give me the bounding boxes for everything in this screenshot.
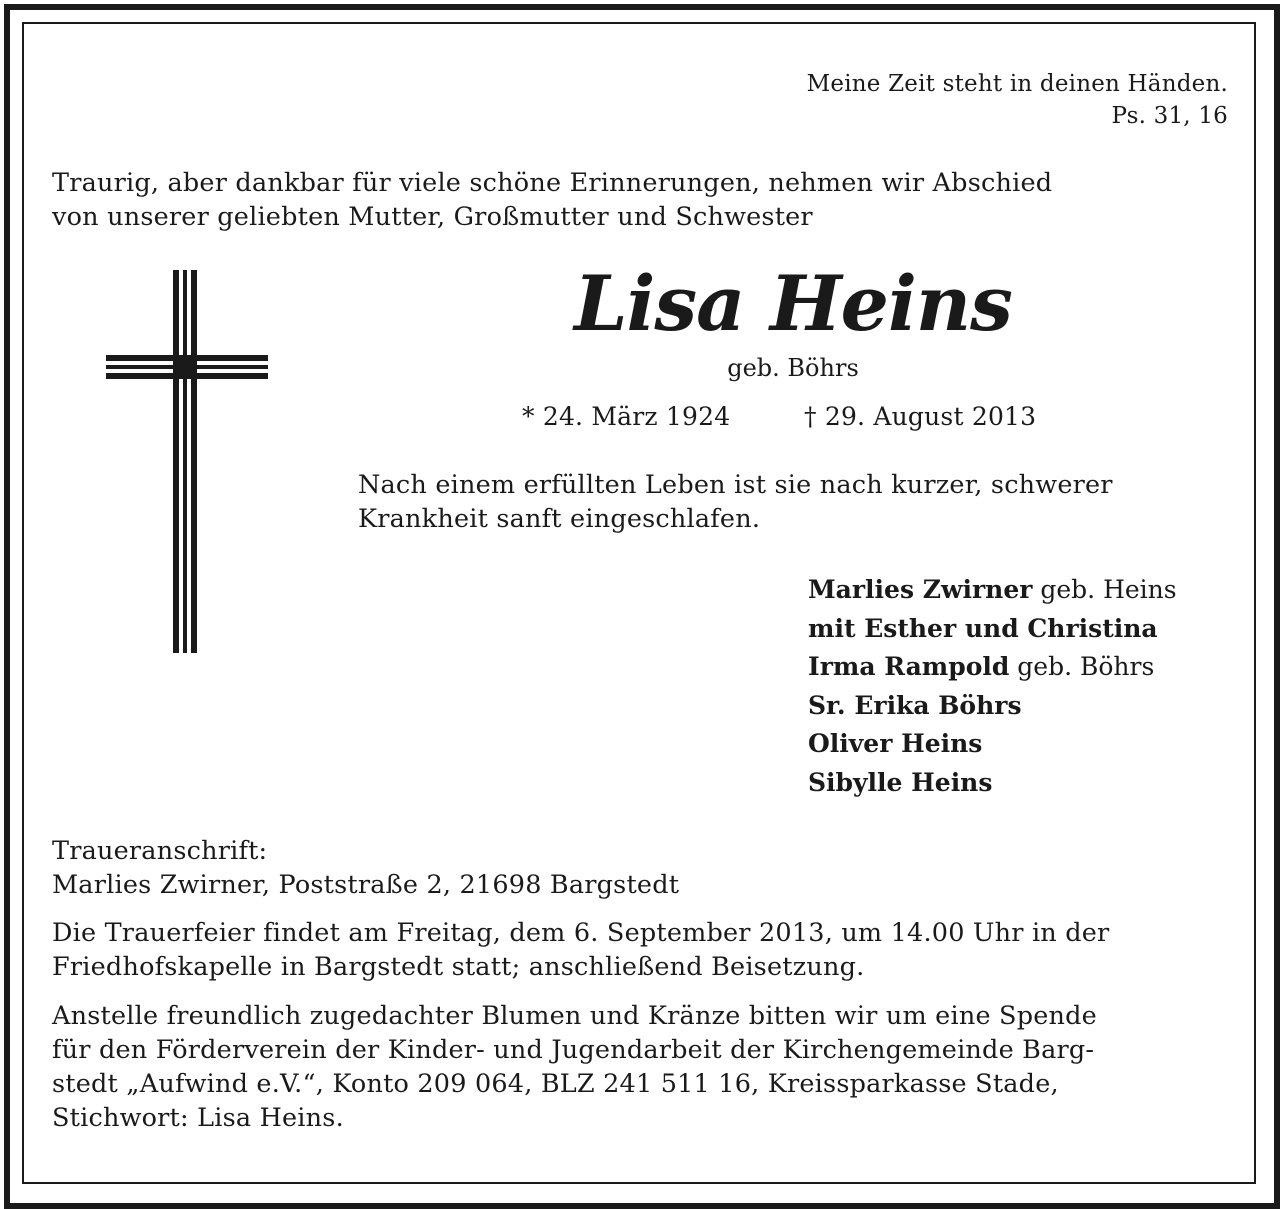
mourner-row xyxy=(808,687,1177,726)
mourner-name: Irma Rampold xyxy=(808,652,1010,681)
birth-date: * 24. März 1924 xyxy=(522,402,731,431)
donation-line-4: Stichwort: Lisa Heins. xyxy=(52,1103,344,1133)
death-date: † 29. August 2013 xyxy=(804,402,1037,431)
mourner-name: mit Esther und Christina xyxy=(808,613,1158,643)
donation-line-3: stedt „Aufwind e.V.“, Konto 209 064, BLZ 241 511 16, Kreissparkasse Stade, xyxy=(52,1069,1059,1099)
mourner-row xyxy=(808,571,1177,610)
life-statement xyxy=(358,468,1113,536)
mourner-row xyxy=(808,648,1177,687)
ceremony-line-1: Die Trauerfeier findet am Freitag, dem 6. September 2013, um 14.00 Uhr in der xyxy=(52,918,1110,948)
address-label: Traueranschrift: xyxy=(52,836,268,866)
mourner-suffix: geb. Böhrs xyxy=(1009,652,1155,681)
intro-text xyxy=(52,166,1052,234)
motto-reference: Ps. 31, 16 xyxy=(1111,103,1228,129)
mourner-name: Sibylle Heins xyxy=(808,767,993,797)
mourner-name: Sr. Erika Böhrs xyxy=(808,690,1022,720)
motto-verse xyxy=(807,68,1228,132)
mourning-address xyxy=(52,834,679,902)
intro-line-1: Traurig, aber dankbar für viele schöne Erinnerungen, nehmen wir Abschied xyxy=(52,168,1053,198)
donation-line-1: Anstelle freundlich zugedachter Blumen und Kränze bitten wir um eine Spende xyxy=(52,1001,1097,1031)
life-line-1: Nach einem erfüllten Leben ist sie nach kurzer, schwerer xyxy=(358,470,1113,500)
mourner-row xyxy=(808,764,1177,803)
cross-icon xyxy=(106,270,268,653)
life-line-2: Krankheit sanft eingeschlafen. xyxy=(358,504,761,534)
donation-notice xyxy=(52,999,1097,1135)
mourner-suffix: geb. Heins xyxy=(1032,575,1177,604)
mourner-row xyxy=(808,610,1177,649)
motto-line: Meine Zeit steht in deinen Händen. xyxy=(806,71,1228,97)
mourners-list xyxy=(808,571,1177,802)
mourner-name: Marlies Zwirner xyxy=(808,575,1033,604)
donation-line-2: für den Förderverein der Kinder- und Jugendarbeit der Kirchengemeinde Barg- xyxy=(52,1035,1095,1065)
deceased-name: Lisa Heins xyxy=(574,259,1012,348)
ceremony-notice xyxy=(52,916,1109,984)
maiden-name: geb. Böhrs xyxy=(727,354,859,382)
mourner-row xyxy=(808,725,1177,764)
intro-line-2: von unserer geliebten Mutter, Großmutter und Schwester xyxy=(52,202,813,232)
mourner-name: Oliver Heins xyxy=(808,729,983,758)
address-value: Marlies Zwirner, Poststraße 2, 21698 Bargstedt xyxy=(52,870,680,900)
ceremony-line-2: Friedhofskapelle in Bargstedt statt; anschließend Beisetzung. xyxy=(52,952,865,982)
